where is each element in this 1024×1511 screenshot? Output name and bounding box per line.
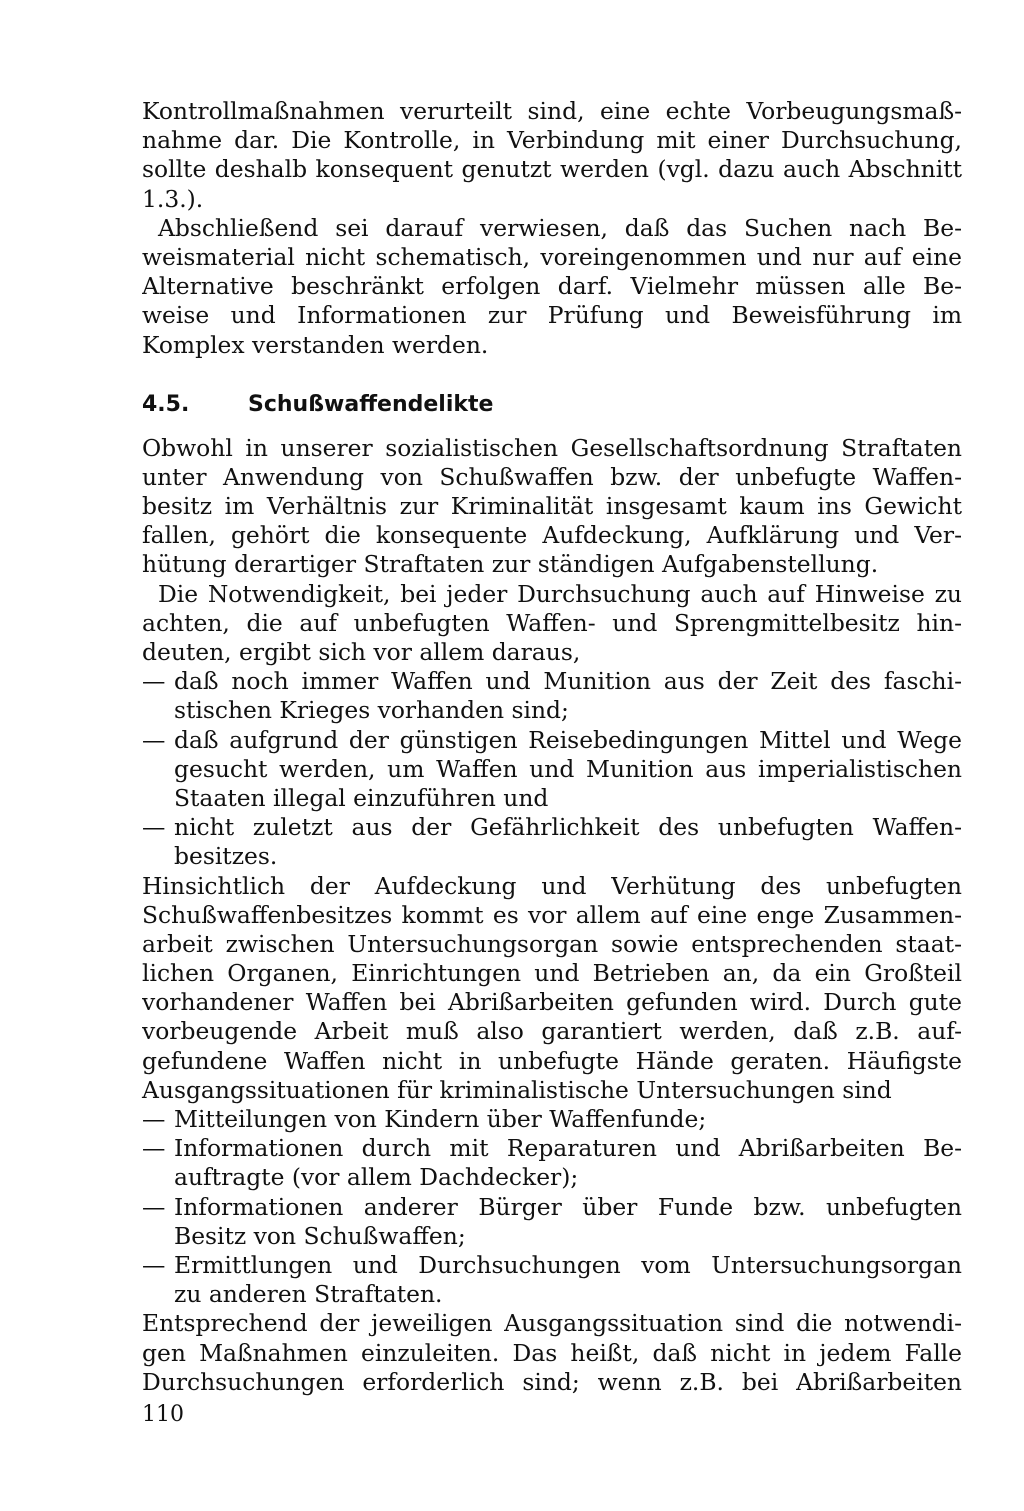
reasons-list xyxy=(142,667,962,871)
closing-paragraph xyxy=(142,214,962,360)
section-heading xyxy=(142,390,962,420)
text-line: Die Notwendigkeit, bei jeder Durchsuchung auch auf Hinweise zu xyxy=(158,579,962,608)
dash-bullet: — xyxy=(142,667,166,696)
section-number: 4.5. xyxy=(142,391,190,417)
text-line: Schußwaffenbesitzes kommt es vor allem auf eine enge Zusammen- xyxy=(142,900,962,929)
list-item-line: — daß noch immer Waffen und Munition aus der Zeit des faschi- xyxy=(142,667,962,696)
text-line: fallen, gehört die konsequente Aufdeckung, Aufklärung und Ver- xyxy=(142,521,962,550)
list-item-line: — daß aufgrund der günstigen Reisebedingungen Mittel und Wege xyxy=(142,725,962,754)
list-item xyxy=(142,1251,962,1309)
text-line: Ausgangssituationen für kriminalistische Untersuchungen sind xyxy=(142,1075,892,1104)
list-item xyxy=(142,813,962,871)
dash-bullet: — xyxy=(142,1134,166,1163)
text-line: Hinsichtlich der Aufdeckung und Verhütung des unbefugten xyxy=(142,871,962,900)
list-item-line: auftragte (vor allem Dachdecker); xyxy=(174,1163,579,1192)
text-line: Komplex verstanden werden. xyxy=(142,330,489,359)
dash-bullet: — xyxy=(142,1105,166,1133)
paragraph-2 xyxy=(142,580,962,668)
paragraph-3 xyxy=(142,872,962,1106)
list-item-line: — Mitteilungen von Kindern über Waffenfunde; xyxy=(142,1105,707,1133)
list-item-line: — Informationen anderer Bürger über Funde bzw. unbefugten xyxy=(142,1192,962,1221)
paragraph-1 xyxy=(142,434,962,580)
list-item-line: — Informationen durch mit Reparaturen und Abrißarbeiten Be- xyxy=(142,1134,962,1163)
text-line: unter Anwendung von Schußwaffen bzw. der unbefugte Waffen- xyxy=(142,462,962,491)
dash-bullet: — xyxy=(142,813,166,842)
list-item xyxy=(142,1134,962,1192)
list-item-line: Besitz von Schußwaffen; xyxy=(174,1221,466,1250)
list-item xyxy=(142,1105,962,1134)
text-line: Durchsuchungen erforderlich sind; wenn z.B. bei Abrißarbeiten xyxy=(142,1367,962,1396)
text-line: deuten, ergibt sich vor allem daraus, xyxy=(142,638,581,666)
text-line: vorhandener Waffen bei Abrißarbeiten gefunden wird. Durch gute xyxy=(142,988,962,1017)
text-line: weismaterial nicht schematisch, voreingenommen und nur auf eine xyxy=(142,242,962,271)
text-line: besitz im Verhältnis zur Kriminalität insgesamt kaum ins Gewicht xyxy=(142,492,962,521)
text-line: nahme dar. Die Kontrolle, in Verbindung mit einer Durchsuchung, xyxy=(142,126,962,155)
text-line: Obwohl in unserer sozialistischen Gesellschaftsordnung Straftaten xyxy=(142,433,962,462)
text-line: lichen Organen, Einrichtungen und Betrieben an, da ein Großteil xyxy=(142,959,962,988)
list-item xyxy=(142,726,962,814)
list-item-line: besitzes. xyxy=(174,842,278,871)
page-number: 110 xyxy=(142,1402,184,1427)
text-line: vorbeugende Arbeit muß also garantiert werden, daß z.B. auf- xyxy=(142,1017,962,1046)
list-item xyxy=(142,667,962,725)
text-line: Kontrollmaßnahmen verurteilt sind, eine echte Vorbeugungsmaß- xyxy=(142,97,962,125)
sources-list xyxy=(142,1105,962,1309)
text-line: 1.3.). xyxy=(142,184,204,213)
page-body xyxy=(142,97,962,1397)
text-line: Alternative beschränkt erfolgen darf. Vielmehr müssen alle Be- xyxy=(142,272,962,301)
dash-bullet: — xyxy=(142,1192,166,1221)
list-item-line: zu anderen Straftaten. xyxy=(174,1280,443,1309)
dash-bullet: — xyxy=(142,1250,166,1279)
text-line: gefundene Waffen nicht in unbefugte Hände geraten. Häufigste xyxy=(142,1046,962,1075)
text-line: weise und Informationen zur Prüfung und Beweisführung im xyxy=(142,301,962,330)
list-item-line: gesucht werden, um Waffen und Munition aus imperialistischen xyxy=(174,754,962,783)
section-title: Schußwaffendelikte xyxy=(248,391,494,417)
text-line: sollte deshalb konsequent genutzt werden (vgl. dazu auch Abschnitt xyxy=(142,155,962,184)
dash-bullet: — xyxy=(142,725,166,754)
text-line: hütung derartiger Straftaten zur ständigen Aufgabenstellung. xyxy=(142,550,879,579)
intro-paragraph xyxy=(142,97,962,214)
list-item-line: — nicht zuletzt aus der Gefährlichkeit des unbefugten Waffen- xyxy=(142,813,962,842)
list-item-line: — Ermittlungen und Durchsuchungen vom Untersuchungsorgan xyxy=(142,1250,962,1279)
text-line: arbeit zwischen Untersuchungsorgan sowie entsprechenden staat- xyxy=(142,929,962,958)
list-item-line: Staaten illegal einzuführen und xyxy=(174,783,549,812)
text-line: gen Maßnahmen einzuleiten. Das heißt, daß nicht in jedem Falle xyxy=(142,1338,962,1367)
list-item xyxy=(142,1193,962,1251)
text-line: Abschließend sei darauf verwiesen, daß das Suchen nach Be- xyxy=(158,213,962,242)
paragraph-4 xyxy=(142,1309,962,1397)
text-line: achten, die auf unbefugten Waffen- und Sprengmittelbesitz hin- xyxy=(142,608,962,637)
list-item-line: stischen Krieges vorhanden sind; xyxy=(174,696,569,725)
text-line: Entsprechend der jeweiligen Ausgangssituation sind die notwendi- xyxy=(142,1309,962,1338)
